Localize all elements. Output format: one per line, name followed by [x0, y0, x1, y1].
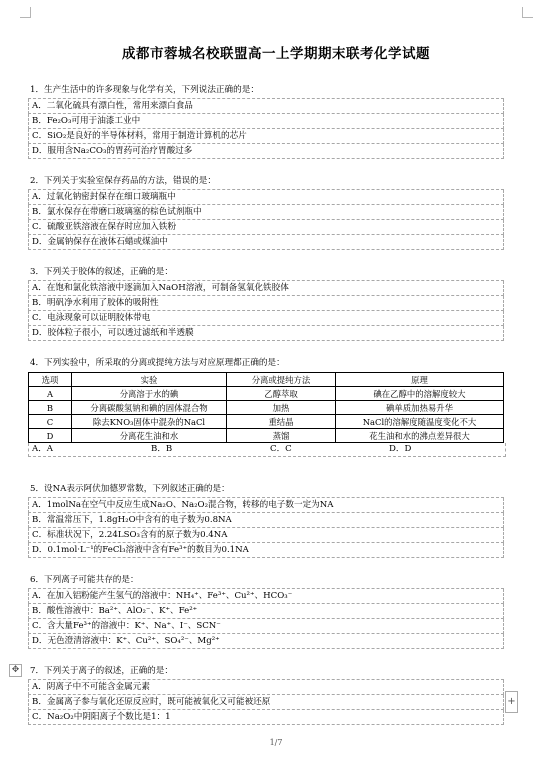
question-6: [28, 574, 504, 649]
option-d: D．金属钠保存在液体石蜡或煤油中: [28, 235, 504, 250]
option-a: A．1molNa在空气中反应生成Na₂O、Na₂O₂混合物，转移的电子数一定为NA: [28, 498, 504, 513]
option-a: A．过氧化钠密封保存在细口玻璃瓶中: [28, 190, 504, 205]
table-cell: 乙醇萃取: [227, 387, 336, 401]
answer-c: C．C: [270, 444, 292, 454]
table-row: [29, 429, 504, 443]
table-cell: 碘在乙醇中的溶解度较大: [336, 387, 504, 401]
table-row: [29, 415, 504, 429]
option-d: D．0.1mol·L⁻¹的FeCl₃溶液中含有Fe³⁺的数目为0.1NA: [28, 543, 504, 558]
option-b: B．常温常压下，1.8gH₂O中含有的电子数为0.8NA: [28, 513, 504, 528]
option-c: C．Na₂O₂中阴阳离子个数比是1：1: [28, 710, 504, 725]
answer-a: A．A: [32, 444, 54, 454]
table-row: [29, 401, 504, 415]
option-c: C．电泳现象可以证明胶体带电: [28, 311, 504, 326]
option-d: D．胶体粒子很小，可以透过滤纸和半透膜: [28, 326, 504, 341]
table-cell: C: [29, 415, 72, 429]
option-d: D．服用含Na₂CO₃的胃药可治疗胃酸过多: [28, 144, 504, 159]
option-d: D．无色澄清溶液中：K⁺、Cu²⁺、SO₄²⁻、Mg²⁺: [28, 634, 504, 649]
table-cell: 除去KNO₃固体中混杂的NaCl: [72, 415, 227, 429]
option-c: C．硫酸亚铁溶液在保存时应加入铁粉: [28, 220, 504, 235]
question-stem: 5．设NA表示阿伏加德罗常数，下列叙述正确的是：: [30, 484, 230, 494]
question-stem: 1．生产生活中的许多现象与化学有关，下列说法正确的是：: [30, 85, 259, 95]
answer-choices: [28, 443, 506, 457]
table-cell: 蒸馏: [227, 429, 336, 443]
table-header: 原理: [336, 373, 504, 387]
question-5: [28, 483, 504, 558]
table-cell: B: [29, 401, 72, 415]
plus-icon[interactable]: +: [505, 691, 518, 713]
table-cell: 碘单质加热易升华: [336, 401, 504, 415]
table-cell: 分离花生油和水: [72, 429, 227, 443]
option-a: A．在加入铝粉能产生氢气的溶液中：NH₄⁺、Fe³⁺、Cu²⁺、HCO₃⁻: [28, 589, 504, 604]
table-cell: 花生油和水的沸点差异很大: [336, 429, 504, 443]
option-b: B．明矾净水利用了胶体的吸附性: [28, 296, 504, 311]
option-b: B．Fe₂O₃可用于油漆工业中: [28, 114, 504, 129]
option-b: B．金属离子参与氧化还原反应时，既可能被氧化又可能被还原: [28, 695, 504, 710]
question-1: [28, 84, 504, 159]
page-title: 成都市蓉城名校联盟高一上学期期末联考化学试题: [122, 46, 430, 62]
page-number: 1/7: [269, 738, 283, 747]
option-a: A．在饱和氯化铁溶液中逐滴加入NaOH溶液，可制备氢氧化铁胶体: [28, 281, 504, 296]
option-b: B．酸性溶液中：Ba²⁺、AlO₂⁻、K⁺、Fe²⁺: [28, 604, 504, 619]
question-stem: 6．下列离子可能共存的是：: [30, 575, 139, 585]
question-stem: 4．下列实验中，所采取的分离或提纯方法与对应原理都正确的是：: [30, 358, 285, 368]
question-4: [28, 357, 504, 457]
table-cell: 加热: [227, 401, 336, 415]
table-header: 选项: [29, 373, 72, 387]
option-c: C．标准状况下，2.24LSO₃含有的原子数为0.4NA: [28, 528, 504, 543]
table-cell: 分离碳酸氢钠和碘的固体混合物: [72, 401, 227, 415]
option-c: C．SiO₂是良好的半导体材料，常用于制造计算机的芯片: [28, 129, 504, 144]
table-header: 分离或提纯方法: [227, 373, 336, 387]
question-7: [28, 665, 504, 725]
table-cell: 分离溶于水的碘: [72, 387, 227, 401]
table-header: 实验: [72, 373, 227, 387]
move-handle-icon[interactable]: ✥: [9, 664, 22, 677]
option-b: B．氯水保存在带磨口玻璃塞的棕色试剂瓶中: [28, 205, 504, 220]
page-corner-top-left: [20, 7, 31, 18]
answer-b: B．B: [151, 444, 173, 454]
question-stem: 3．下列关于胶体的叙述，正确的是：: [30, 267, 173, 277]
table-row: [29, 387, 504, 401]
page-corner-top-right: [522, 7, 533, 18]
question-2: [28, 175, 504, 250]
option-c: C．含大量Fe³⁺的溶液中：K⁺、Na⁺、I⁻、SCN⁻: [28, 619, 504, 634]
answer-d: D．D: [389, 444, 412, 454]
question-3: [28, 266, 504, 341]
option-a: A．阴离子中不可能含金属元素: [28, 680, 504, 695]
table-cell: D: [29, 429, 72, 443]
table-cell: A: [29, 387, 72, 401]
experiment-table: [28, 372, 504, 443]
question-stem: 2．下列关于实验室保存药品的方法，错误的是：: [30, 176, 216, 186]
table-cell: 重结晶: [227, 415, 336, 429]
option-a: A．二氧化硫具有漂白性，常用来漂白食品: [28, 99, 504, 114]
table-cell: NaCl的溶解度随温度变化不大: [336, 415, 504, 429]
question-stem: 7．下列关于离子的叙述，正确的是：: [30, 666, 173, 676]
